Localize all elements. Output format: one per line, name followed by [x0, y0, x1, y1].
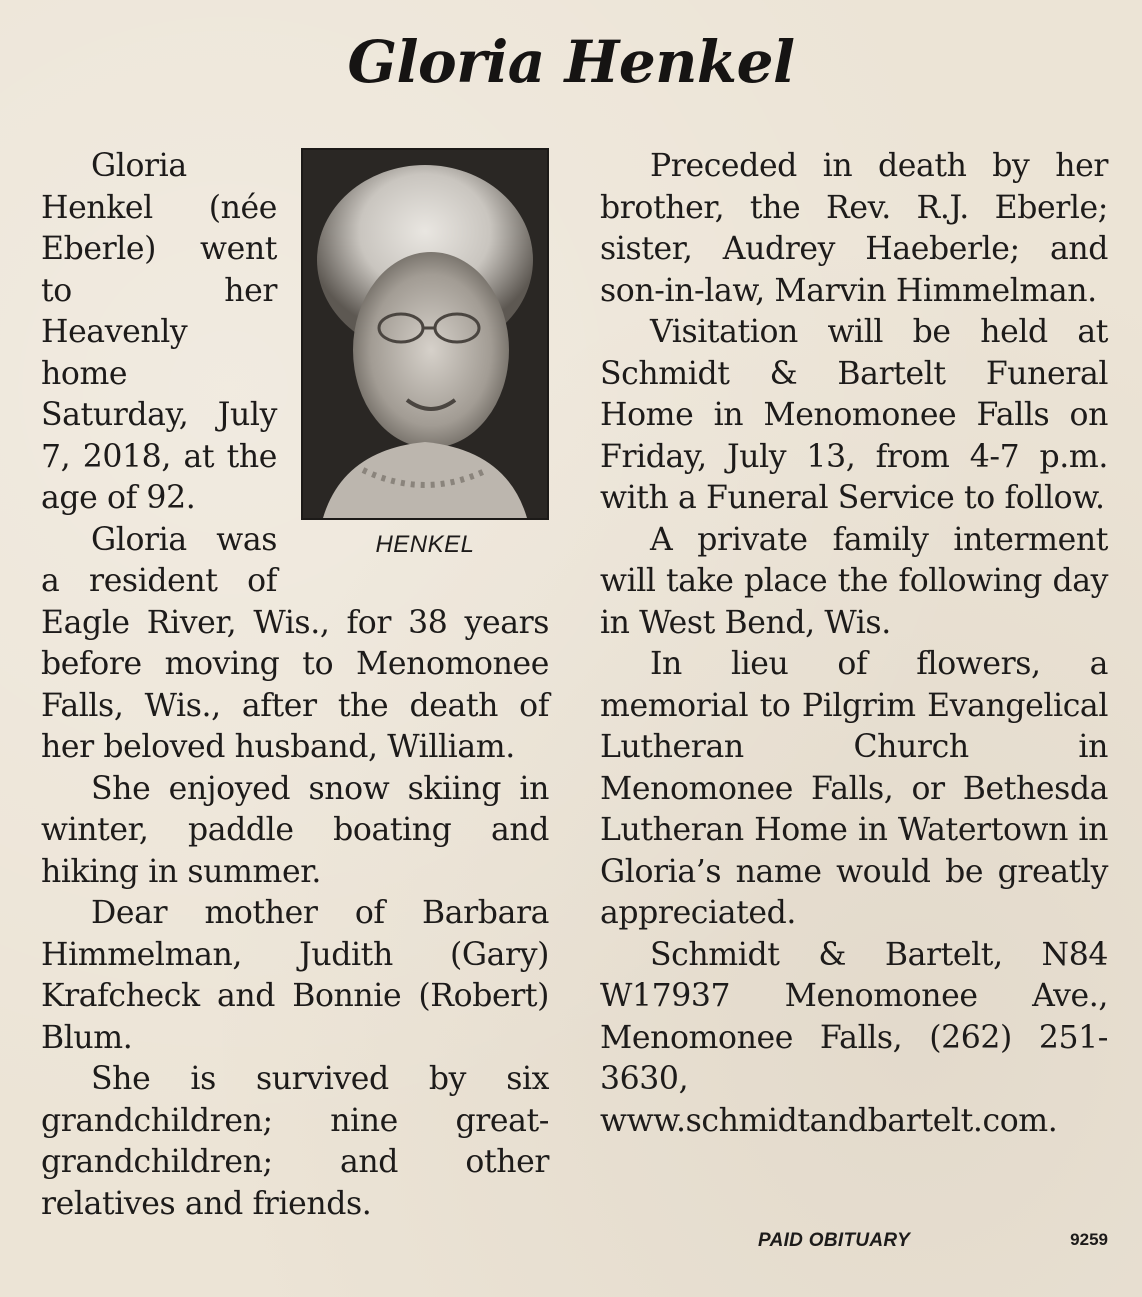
portrait-photo — [301, 148, 549, 520]
right-column — [600, 146, 1108, 1142]
obituary-title: Gloria Henkel — [347, 28, 795, 96]
paragraph-memorials: In lieu of flowers, a memorial to Pilgrim Evangelical Lutheran Church in Menomonee Falls, or Bethesda Lutheran Home in Watertown in Gloria’s name would be greatly appreciated. — [600, 646, 1108, 931]
ad-code: 9259 — [1070, 1230, 1108, 1249]
paragraph-survivors: She is survived by six grandchildren; nine great-grandchildren; and other relatives and friends. — [41, 1061, 549, 1222]
paid-obituary-label: PAID OBITUARY — [758, 1230, 911, 1251]
paragraph-hobbies: She enjoyed snow skiing in winter, paddle boating and hiking in summer. — [41, 770, 549, 890]
photo-caption: HENKEL — [375, 531, 475, 558]
paragraph-visitation: Visitation will be held at Schmidt & Bartelt Funeral Home in Menomonee Falls on Friday, July 13, from 4-7 p.m. with a Funeral Service to follow. — [600, 314, 1108, 516]
paragraph-interment: A private family interment will take place the following day in West Bend, Wis. — [600, 521, 1108, 641]
portrait-block — [301, 148, 549, 560]
portrait-image — [303, 150, 547, 518]
left-column — [41, 146, 549, 1225]
paragraph-residence: Gloria was a resident of Eagle River, Wis., for 38 years before moving to Menomonee Falls, Wis., after the death of her beloved husband, William. — [41, 521, 549, 765]
paragraph-children: Dear mother of Barbara Himmelman, Judith (Gary) Krafcheck and Bonnie (Robert) Blum. — [41, 895, 549, 1056]
paragraph-death-notice: Gloria Henkel (née Eberle) went to her Heavenly home Saturday, July 7, 2018, at the age of 92. — [41, 148, 277, 516]
paragraph-preceded: Preceded in death by her brother, the Rev. R.J. Eberle; sister, Audrey Haeberle; and son-in-law, Marvin Himmelman. — [600, 148, 1108, 309]
paragraph-funeral-home: Schmidt & Bartelt, N84 W17937 Menomonee Ave., Menomonee Falls, (262) 251-3630, www.schmidtandbartelt.com. — [600, 936, 1108, 1139]
